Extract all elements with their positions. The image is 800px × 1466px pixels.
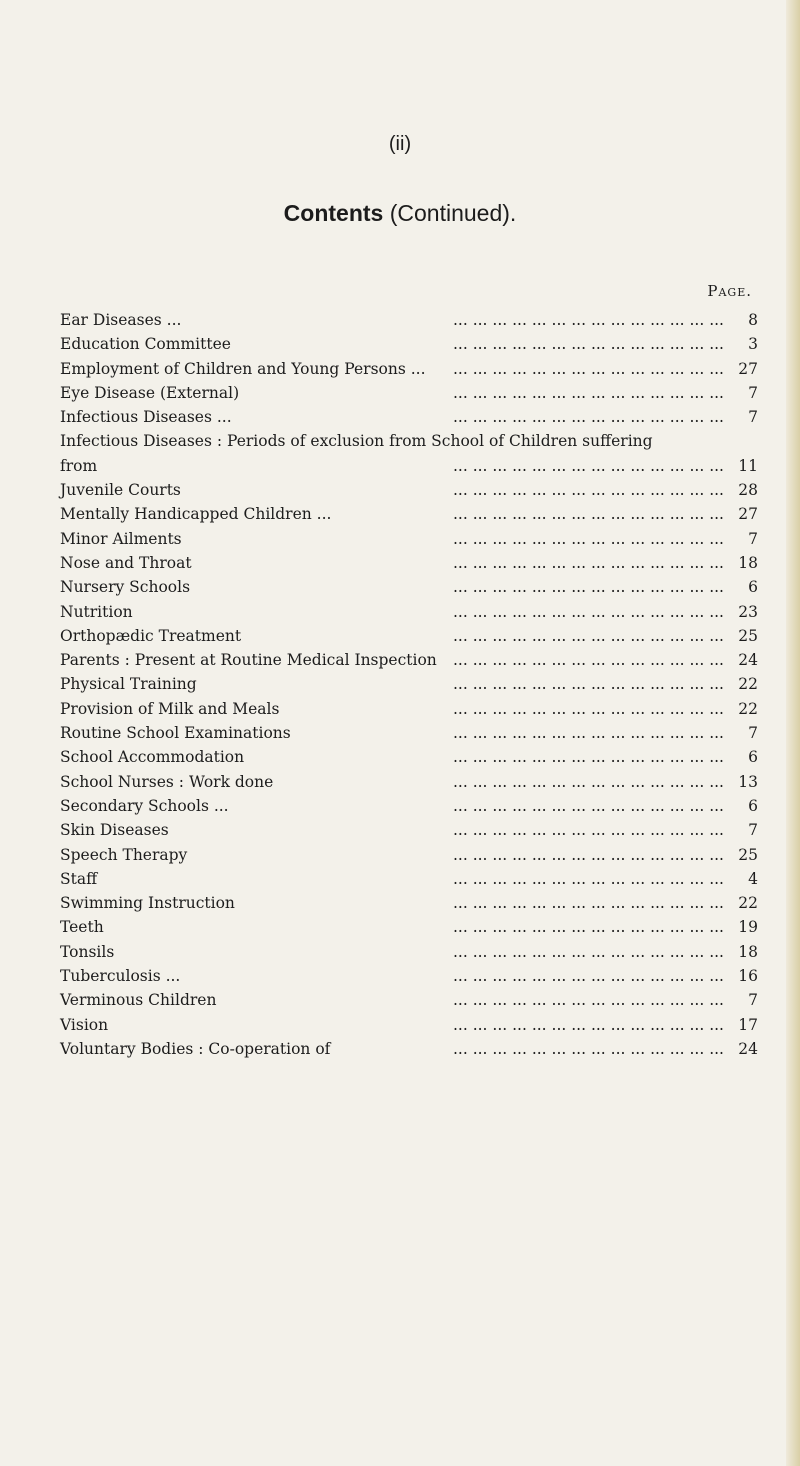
toc-entry-page: 27 xyxy=(738,359,758,378)
toc-entry-page: 13 xyxy=(738,772,758,791)
toc-entry-label: School Accommodation xyxy=(60,748,245,767)
dot-leader: ... ... ... ... ... ... ... ... ... ... ... ... ... ... xyxy=(453,626,724,645)
dot-leader: ... ... ... ... ... ... ... ... ... ... ... ... ... ... xyxy=(453,359,724,378)
page-title xyxy=(0,200,800,227)
dot-leader: ... ... ... ... ... ... ... ... ... ... ... ... ... ... xyxy=(453,724,724,743)
toc-entry xyxy=(60,624,758,648)
toc-entry xyxy=(60,988,758,1012)
dot-leader: ... ... ... ... ... ... ... ... ... ... ... ... ... ... xyxy=(453,651,724,670)
toc-entry-page: 28 xyxy=(738,481,758,500)
toc-entry xyxy=(60,648,758,672)
dot-leader: ... ... ... ... ... ... ... ... ... ... ... ... ... ... xyxy=(453,869,724,888)
toc-entry-page: 18 xyxy=(738,942,758,961)
toc-entry xyxy=(60,478,758,502)
dot-leader: ... ... ... ... ... ... ... ... ... ... ... ... ... ... xyxy=(453,699,724,718)
toc-entry xyxy=(60,940,758,964)
dot-leader: ... ... ... ... ... ... ... ... ... ... ... ... ... ... xyxy=(453,845,724,864)
dot-leader: ... ... ... ... ... ... ... ... ... ... ... ... ... ... xyxy=(453,918,724,937)
toc-entry-label: Physical Training xyxy=(60,675,197,694)
toc-entry-label: School Nurses : Work done xyxy=(60,772,274,791)
dot-leader: ... ... ... ... ... ... ... ... ... ... ... ... ... ... xyxy=(453,894,724,913)
page-number: (ii) xyxy=(388,133,412,155)
dot-leader: ... ... ... ... ... ... ... ... ... ... ... ... ... ... xyxy=(453,967,724,986)
toc-entry-label: Staff xyxy=(60,869,98,888)
toc-entry xyxy=(60,721,758,745)
dot-leader: ... ... ... ... ... ... ... ... ... ... ... ... ... ... xyxy=(453,772,724,791)
toc-entry-label: Parents : Present at Routine Medical Inspection xyxy=(60,651,437,670)
toc-entry-page: 6 xyxy=(748,796,758,815)
toc-entry-page: 23 xyxy=(738,602,758,621)
toc-entry xyxy=(60,429,758,478)
toc-entry xyxy=(60,770,758,794)
toc-entry-label: Teeth xyxy=(60,918,104,937)
dot-leader: ... ... ... ... ... ... ... ... ... ... ... ... ... ... xyxy=(453,1015,724,1034)
title-rest: (Continued). xyxy=(389,200,517,226)
toc-entry-label: Swimming Instruction xyxy=(60,894,235,913)
toc-entry-page: 7 xyxy=(748,991,758,1010)
dot-leader: ... ... ... ... ... ... ... ... ... ... ... ... ... ... xyxy=(453,505,724,524)
toc-entry-label: Tonsils xyxy=(60,942,115,961)
toc-entry xyxy=(60,1037,758,1061)
toc-entry-label: Provision of Milk and Meals xyxy=(60,699,280,718)
toc-entry-label: Education Committee xyxy=(60,335,231,354)
toc-entry-page: 3 xyxy=(748,335,758,354)
toc-entry xyxy=(60,794,758,818)
toc-entry xyxy=(60,357,758,381)
toc-entry-page: 19 xyxy=(738,918,758,937)
contents-list xyxy=(60,308,758,1061)
toc-entry-label: Mentally Handicapped Children ... xyxy=(60,505,332,524)
dot-leader: ... ... ... ... ... ... ... ... ... ... ... ... ... ... xyxy=(453,456,724,475)
toc-entry-page: 24 xyxy=(738,1039,758,1058)
toc-entry xyxy=(60,1013,758,1037)
toc-entry-label: Secondary Schools ... xyxy=(60,796,229,815)
toc-entry-label: Verminous Children xyxy=(60,991,217,1010)
dot-leader: ... ... ... ... ... ... ... ... ... ... ... ... ... ... xyxy=(453,675,724,694)
toc-entry-page: 7 xyxy=(748,821,758,840)
toc-entry xyxy=(60,891,758,915)
toc-entry-label: Nutrition xyxy=(60,602,133,621)
dot-leader: ... ... ... ... ... ... ... ... ... ... ... ... ... ... xyxy=(453,821,724,840)
toc-entry-page: 16 xyxy=(738,967,758,986)
page-column-header: Page. xyxy=(707,282,752,300)
toc-entry xyxy=(60,672,758,696)
toc-entry-page: 6 xyxy=(748,748,758,767)
toc-entry-page: 6 xyxy=(748,578,758,597)
toc-entry-label: Voluntary Bodies : Co-operation of xyxy=(60,1039,331,1058)
toc-entry-label: Orthopædic Treatment xyxy=(60,626,242,645)
toc-entry-page: 7 xyxy=(748,724,758,743)
toc-entry xyxy=(60,697,758,721)
toc-entry-page: 22 xyxy=(738,894,758,913)
toc-entry-page: 22 xyxy=(738,675,758,694)
toc-entry xyxy=(60,964,758,988)
dot-leader: ... ... ... ... ... ... ... ... ... ... ... ... ... ... xyxy=(453,1039,724,1058)
toc-entry-label: Vision xyxy=(60,1015,109,1034)
toc-entry xyxy=(60,551,758,575)
toc-entry-label: Eye Disease (External) xyxy=(60,383,240,402)
toc-entry-label: Minor Ailments xyxy=(60,529,182,548)
dot-leader: ... ... ... ... ... ... ... ... ... ... ... ... ... ... xyxy=(453,796,724,815)
toc-entry-label: Nose and Throat xyxy=(60,553,192,572)
toc-entry-page: 11 xyxy=(738,456,758,475)
toc-entry-page: 8 xyxy=(748,311,758,329)
dot-leader: ... ... ... ... ... ... ... ... ... ... ... ... ... ... xyxy=(453,311,724,329)
toc-entry-page: 7 xyxy=(748,408,758,427)
toc-entry xyxy=(60,600,758,624)
toc-entry-label: Infectious Diseases : Periods of exclusion from School of Children suffering xyxy=(60,432,653,451)
toc-entry xyxy=(60,818,758,842)
toc-entry-page: 22 xyxy=(738,699,758,718)
toc-entry xyxy=(60,381,758,405)
toc-entry xyxy=(60,843,758,867)
toc-entry xyxy=(60,867,758,891)
dot-leader: ... ... ... ... ... ... ... ... ... ... ... ... ... ... xyxy=(453,335,724,354)
dot-leader: ... ... ... ... ... ... ... ... ... ... ... ... ... ... xyxy=(453,991,724,1010)
dot-leader: ... ... ... ... ... ... ... ... ... ... ... ... ... ... xyxy=(453,481,724,500)
dot-leader: ... ... ... ... ... ... ... ... ... ... ... ... ... ... xyxy=(453,529,724,548)
toc-entry-page: 4 xyxy=(748,869,758,888)
dot-leader: ... ... ... ... ... ... ... ... ... ... ... ... ... ... xyxy=(453,578,724,597)
toc-entry xyxy=(60,915,758,939)
toc-entry-page: 7 xyxy=(748,529,758,548)
toc-entry-label: Speech Therapy xyxy=(60,845,188,864)
toc-entry-label: Infectious Diseases ... xyxy=(60,408,232,427)
toc-entry-page: 27 xyxy=(738,505,758,524)
dot-leader: ... ... ... ... ... ... ... ... ... ... ... ... ... ... xyxy=(453,942,724,961)
toc-entry-label: Tuberculosis ... xyxy=(60,967,181,986)
toc-entry-label: Ear Diseases ... xyxy=(60,311,182,329)
dot-leader: ... ... ... ... ... ... ... ... ... ... ... ... ... ... xyxy=(453,408,724,427)
toc-entry xyxy=(60,308,758,332)
toc-entry-page: 25 xyxy=(738,626,758,645)
toc-entry xyxy=(60,575,758,599)
toc-entry-page: 25 xyxy=(738,845,758,864)
toc-entry-page: 24 xyxy=(738,651,758,670)
toc-entry xyxy=(60,405,758,429)
toc-entry xyxy=(60,502,758,526)
toc-entry-page: 7 xyxy=(748,383,758,402)
dot-leader: ... ... ... ... ... ... ... ... ... ... ... ... ... ... xyxy=(453,383,724,402)
toc-entry-page: 17 xyxy=(738,1015,758,1034)
toc-entry xyxy=(60,332,758,356)
toc-entry-label: Nursery Schools xyxy=(60,578,191,597)
title-bold: Contents xyxy=(283,200,384,226)
toc-entry-label-continuation: from xyxy=(60,456,98,475)
dot-leader: ... ... ... ... ... ... ... ... ... ... ... ... ... ... xyxy=(453,553,724,572)
dot-leader: ... ... ... ... ... ... ... ... ... ... ... ... ... ... xyxy=(453,748,724,767)
toc-entry-page: 18 xyxy=(738,553,758,572)
toc-entry xyxy=(60,527,758,551)
toc-entry-label: Skin Diseases xyxy=(60,821,169,840)
toc-entry-label: Employment of Children and Young Persons ... xyxy=(60,359,426,378)
toc-entry-label: Juvenile Courts xyxy=(60,481,181,500)
dot-leader: ... ... ... ... ... ... ... ... ... ... ... ... ... ... xyxy=(453,602,724,621)
toc-entry xyxy=(60,745,758,769)
toc-entry-label: Routine School Examinations xyxy=(60,724,291,743)
